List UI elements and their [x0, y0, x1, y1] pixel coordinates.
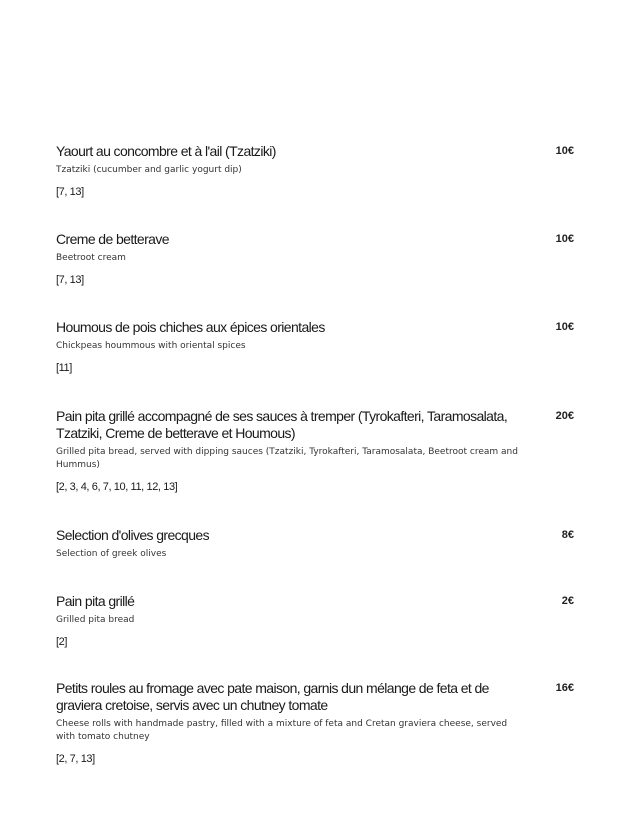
item-description: Selection of greek olives	[56, 549, 167, 559]
item-title: Pain pita grillé accompagné de ses sauces à tremper (Tyrokafteri, Taramosalata, Tzatziki, Creme de betterave et Houmous)	[56, 408, 508, 441]
item-description: Beetroot cream	[56, 253, 126, 263]
item-description: Chickpeas hoummous with oriental spices	[56, 341, 246, 351]
item-allergens: [7, 13]	[56, 274, 84, 286]
item-description: Grilled pita bread, served with dipping sauces (Tzatziki, Tyrokafteri, Taramosalata, Beetroot cream and Hummus)	[56, 447, 518, 470]
item-price: 10€	[555, 233, 574, 245]
item-title: Selection d'olives grecques	[56, 527, 210, 543]
menu-item-pita-with-sauces	[56, 408, 576, 527]
menu-item-tzatziki	[56, 143, 576, 231]
item-description: Cheese rolls with handmade pastry, filled with a mixture of feta and Cretan graviera cheese, served with tomato chutney	[56, 719, 508, 742]
item-title: Pain pita grillé	[56, 593, 135, 609]
item-price: 10€	[555, 145, 574, 157]
menu-item-beetroot-cream	[56, 231, 576, 319]
item-title: Yaourt au concombre et à l'ail (Tzatziki)	[56, 143, 276, 159]
item-allergens: [2]	[56, 636, 68, 648]
item-allergens: [11]	[56, 362, 72, 374]
item-title: Houmous de pois chiches aux épices orientales	[56, 319, 325, 335]
item-allergens: [2, 3, 4, 6, 7, 10, 11, 12, 13]	[56, 481, 178, 493]
item-allergens: [2, 7, 13]	[56, 753, 95, 765]
menu-item-greek-olives	[56, 527, 576, 593]
item-description: Grilled pita bread	[56, 615, 135, 625]
item-price: 20€	[555, 410, 574, 422]
menu-list	[56, 143, 576, 766]
menu-item-grilled-pita	[56, 593, 576, 680]
menu-item-houmous	[56, 319, 576, 408]
item-title: Petits roules au fromage avec pate maison, garnis dun mélange de feta et de graviera cretoise, servis avec un chutney tomate	[56, 680, 489, 713]
menu-item-cheese-rolls	[56, 680, 576, 766]
item-allergens: [7, 13]	[56, 186, 84, 198]
item-price: 16€	[555, 682, 574, 694]
item-description: Tzatziki (cucumber and garlic yogurt dip)	[56, 165, 242, 175]
item-price: 2€	[561, 595, 574, 607]
item-price: 8€	[561, 529, 574, 541]
item-price: 10€	[555, 321, 574, 333]
item-title: Creme de betterave	[56, 231, 169, 247]
